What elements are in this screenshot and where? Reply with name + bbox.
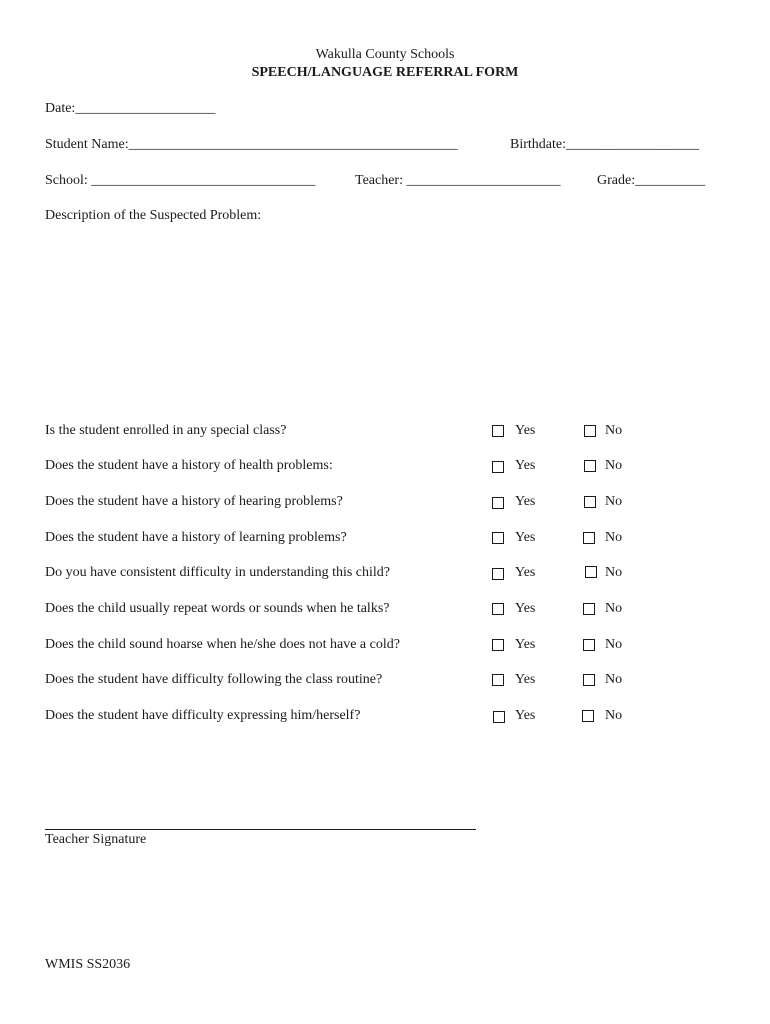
no-checkbox[interactable] xyxy=(584,460,596,472)
question-text: Does the child sound hoarse when he/she does not have a cold? xyxy=(45,637,400,652)
question-text: Does the student have a history of hearing problems? xyxy=(45,494,343,509)
question-text: Does the student have difficulty expressing him/herself? xyxy=(45,708,361,723)
description-label: Description of the Suspected Problem: xyxy=(45,208,262,223)
yes-label: Yes xyxy=(515,565,536,580)
no-label: No xyxy=(605,458,623,473)
form-title: SPEECH/LANGUAGE REFERRAL FORM xyxy=(251,65,519,80)
yes-label: Yes xyxy=(515,423,536,438)
yes-checkbox[interactable] xyxy=(492,425,504,437)
form-code: WMIS SS2036 xyxy=(45,957,131,972)
question-text: Do you have consistent difficulty in understanding this child? xyxy=(45,565,391,580)
yes-label: Yes xyxy=(515,530,536,545)
student-name-field[interactable]: Student Name:_______________________________________________ xyxy=(45,137,458,152)
grade-field[interactable]: Grade:__________ xyxy=(597,173,706,188)
date-field[interactable]: Date:____________________ xyxy=(45,101,216,116)
question-text: Is the student enrolled in any special class? xyxy=(45,423,287,438)
question-text: Does the student have difficulty following the class routine? xyxy=(45,672,383,687)
question-text: Does the student have a history of learning problems? xyxy=(45,530,347,545)
yes-checkbox[interactable] xyxy=(493,711,505,723)
yes-label: Yes xyxy=(515,708,536,723)
no-label: No xyxy=(605,494,623,509)
no-checkbox[interactable] xyxy=(584,496,596,508)
no-checkbox[interactable] xyxy=(585,566,597,578)
question-text: Does the student have a history of health problems: xyxy=(45,458,333,473)
no-label: No xyxy=(605,672,623,687)
no-checkbox[interactable] xyxy=(582,710,594,722)
yes-checkbox[interactable] xyxy=(492,497,504,509)
teacher-field[interactable]: Teacher: ______________________ xyxy=(355,173,561,188)
yes-label: Yes xyxy=(515,458,536,473)
yes-checkbox[interactable] xyxy=(492,532,504,544)
no-label: No xyxy=(605,637,623,652)
yes-label: Yes xyxy=(515,637,536,652)
signature-line[interactable] xyxy=(45,829,476,830)
question-text: Does the child usually repeat words or sounds when he talks? xyxy=(45,601,390,616)
yes-checkbox[interactable] xyxy=(492,639,504,651)
yes-checkbox[interactable] xyxy=(492,568,504,580)
yes-label: Yes xyxy=(515,672,536,687)
no-checkbox[interactable] xyxy=(583,603,595,615)
district-name: Wakulla County Schools xyxy=(315,47,455,62)
yes-checkbox[interactable] xyxy=(492,674,504,686)
no-label: No xyxy=(605,601,623,616)
no-checkbox[interactable] xyxy=(583,532,595,544)
birthdate-field[interactable]: Birthdate:___________________ xyxy=(510,137,699,152)
yes-checkbox[interactable] xyxy=(492,603,504,615)
no-label: No xyxy=(605,530,623,545)
description-area[interactable] xyxy=(45,228,725,408)
yes-label: Yes xyxy=(515,494,536,509)
no-label: No xyxy=(605,423,623,438)
no-label: No xyxy=(605,708,623,723)
school-field[interactable]: School: ________________________________ xyxy=(45,173,316,188)
no-label: No xyxy=(605,565,623,580)
yes-checkbox[interactable] xyxy=(492,461,504,473)
no-checkbox[interactable] xyxy=(583,639,595,651)
yes-label: Yes xyxy=(515,601,536,616)
no-checkbox[interactable] xyxy=(584,425,596,437)
no-checkbox[interactable] xyxy=(583,674,595,686)
signature-label: Teacher Signature xyxy=(45,832,147,847)
